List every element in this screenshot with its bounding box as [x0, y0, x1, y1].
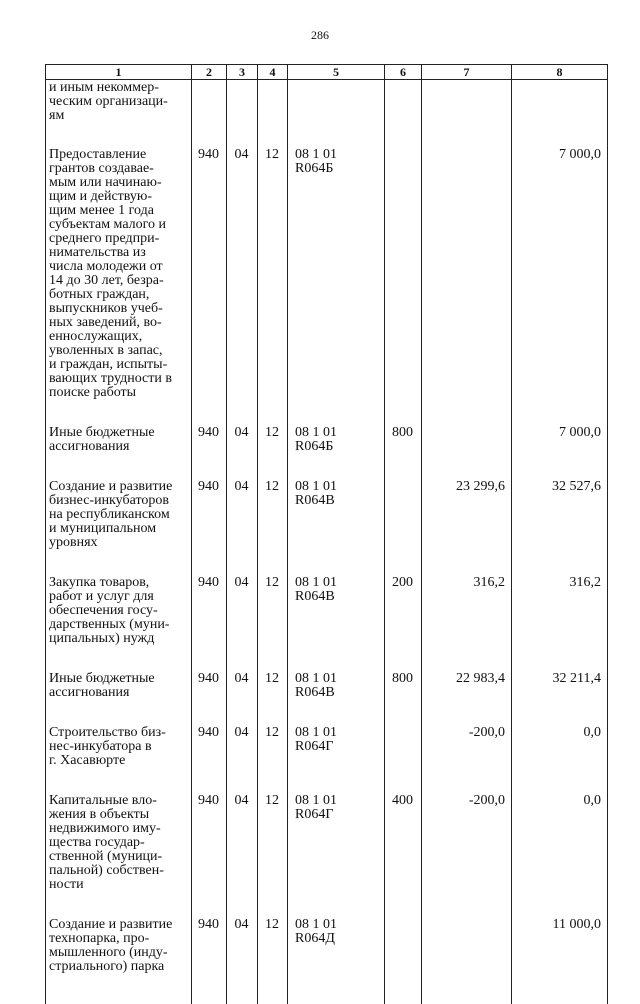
column-header-6: 6 [385, 65, 422, 80]
name-line: на республиканском [49, 508, 187, 522]
cell-c3: 04 [227, 672, 258, 726]
table-row [46, 148, 608, 426]
name-line: Закупка товаров, [49, 576, 187, 590]
cell-c2: 940 [192, 726, 227, 794]
code-line: 08 1 01 [295, 148, 380, 162]
column-header-4: 4 [258, 65, 288, 80]
name-line: Создание и развитие [49, 480, 187, 494]
name-line: мым или начинаю- [49, 176, 187, 190]
name-line: и граждан, испыты- [49, 358, 187, 372]
name-line: обеспечения госу- [49, 604, 187, 618]
cell-name [46, 148, 192, 426]
cell-c8: 7 000,0 [512, 148, 608, 426]
code-line: R064В [295, 590, 380, 604]
name-line: ности [49, 878, 187, 892]
name-line: недвижимого иму- [49, 822, 187, 836]
name-line: ственной (муници- [49, 850, 187, 864]
cell-c8: 32 211,4 [512, 672, 608, 726]
table-row [46, 480, 608, 576]
cell-c6: 800 [385, 672, 422, 726]
column-header-8: 8 [512, 65, 608, 80]
cell-name [46, 726, 192, 794]
cell-c6 [385, 80, 422, 149]
code-line: 08 1 01 [295, 480, 380, 494]
cell-c2: 940 [192, 794, 227, 918]
code-line: 08 1 01 [295, 672, 380, 686]
cell-c5 [288, 726, 385, 794]
code-line: R064Г [295, 740, 380, 754]
name-line: уволенных в запас, [49, 344, 187, 358]
name-line: г. Хасавюрте [49, 754, 187, 768]
header-row [46, 65, 608, 80]
name-line: и муниципальном [49, 522, 187, 536]
cell-name [46, 480, 192, 576]
column-header-3: 3 [227, 65, 258, 80]
name-line: ципальных) нужд [49, 632, 187, 646]
name-line: Иные бюджетные [49, 426, 187, 440]
cell-name [46, 426, 192, 480]
cell-c5 [288, 918, 385, 1004]
name-line: выпускников учеб- [49, 302, 187, 316]
cell-c3: 04 [227, 726, 258, 794]
cell-c8: 0,0 [512, 726, 608, 794]
cell-name [46, 80, 192, 149]
table-row [46, 918, 608, 1004]
cell-c5 [288, 794, 385, 918]
column-header-7: 7 [422, 65, 512, 80]
cell-c5 [288, 148, 385, 426]
cell-c8: 7 000,0 [512, 426, 608, 480]
cell-c2: 940 [192, 480, 227, 576]
cell-c4: 12 [258, 576, 288, 672]
name-line: 14 до 30 лет, безра- [49, 274, 187, 288]
cell-c5 [288, 480, 385, 576]
cell-name [46, 576, 192, 672]
cell-c3: 04 [227, 794, 258, 918]
name-line: Создание и развитие [49, 918, 187, 932]
cell-c8 [512, 80, 608, 149]
name-line: поиске работы [49, 386, 187, 400]
name-line: технопарка, про- [49, 932, 187, 946]
name-line: ям [49, 109, 187, 123]
cell-name [46, 672, 192, 726]
cell-c3: 04 [227, 918, 258, 1004]
column-header-5: 5 [288, 65, 385, 80]
cell-c2: 940 [192, 148, 227, 426]
cell-c8: 316,2 [512, 576, 608, 672]
cell-c7: -200,0 [422, 794, 512, 918]
cell-c4: 12 [258, 918, 288, 1004]
code-line: 08 1 01 [295, 726, 380, 740]
name-line: щим менее 1 года [49, 204, 187, 218]
cell-c5 [288, 80, 385, 149]
table-row [46, 576, 608, 672]
cell-c5 [288, 672, 385, 726]
cell-c6 [385, 918, 422, 1004]
cell-c7: 23 299,6 [422, 480, 512, 576]
column-header-2: 2 [192, 65, 227, 80]
code-line: R064В [295, 494, 380, 508]
cell-c6 [385, 480, 422, 576]
column-header-1: 1 [46, 65, 192, 80]
cell-c6 [385, 726, 422, 794]
cell-c8: 0,0 [512, 794, 608, 918]
cell-c2: 940 [192, 576, 227, 672]
name-line: нимательства из [49, 246, 187, 260]
name-line: грантов создавае- [49, 162, 187, 176]
cell-c2: 940 [192, 918, 227, 1004]
cell-c7 [422, 148, 512, 426]
code-line: 08 1 01 [295, 794, 380, 808]
cell-c3: 04 [227, 148, 258, 426]
code-line: 08 1 01 [295, 576, 380, 590]
code-line: R064Д [295, 932, 380, 946]
cell-c7: -200,0 [422, 726, 512, 794]
name-line: стриального) парка [49, 960, 187, 974]
table-row [46, 426, 608, 480]
cell-c7 [422, 426, 512, 480]
cell-c6: 400 [385, 794, 422, 918]
cell-c7: 22 983,4 [422, 672, 512, 726]
code-line: R064Б [295, 162, 380, 176]
name-line: субъектам малого и [49, 218, 187, 232]
name-line: щества государ- [49, 836, 187, 850]
cell-name [46, 918, 192, 1004]
name-line: ботных граждан, [49, 288, 187, 302]
name-line: пальной) собствен- [49, 864, 187, 878]
cell-c2: 940 [192, 426, 227, 480]
name-line: бизнес-инкубаторов [49, 494, 187, 508]
code-line: R064Б [295, 440, 380, 454]
cell-c4 [258, 80, 288, 149]
cell-c5 [288, 426, 385, 480]
cell-c4: 12 [258, 426, 288, 480]
table-row [46, 672, 608, 726]
cell-c7 [422, 918, 512, 1004]
cell-c4: 12 [258, 148, 288, 426]
name-line: Предоставление [49, 148, 187, 162]
name-line: нес-инкубатора в [49, 740, 187, 754]
code-line: 08 1 01 [295, 918, 380, 932]
name-line: мышленного (инду- [49, 946, 187, 960]
cell-c8: 32 527,6 [512, 480, 608, 576]
cell-c3: 04 [227, 576, 258, 672]
name-line: ассигнования [49, 686, 187, 700]
table-row [46, 726, 608, 794]
cell-c7 [422, 80, 512, 149]
cell-c6: 800 [385, 426, 422, 480]
cell-c3: 04 [227, 426, 258, 480]
name-line: Строительство биз- [49, 726, 187, 740]
cell-c3: 04 [227, 480, 258, 576]
cell-c6: 200 [385, 576, 422, 672]
name-line: щим и действую- [49, 190, 187, 204]
table-body [46, 80, 608, 1004]
name-line: еннослужащих, [49, 330, 187, 344]
cell-c2: 940 [192, 672, 227, 726]
cell-c8: 11 000,0 [512, 918, 608, 1004]
cell-c4: 12 [258, 480, 288, 576]
cell-c5 [288, 576, 385, 672]
name-line: среднего предпри- [49, 232, 187, 246]
cell-c7: 316,2 [422, 576, 512, 672]
cell-c6 [385, 148, 422, 426]
budget-table [45, 64, 608, 1004]
name-line: работ и услуг для [49, 590, 187, 604]
table-row [46, 80, 608, 149]
cell-c4: 12 [258, 672, 288, 726]
name-line: ческим организаци- [49, 95, 187, 109]
name-line: вающих трудности в [49, 372, 187, 386]
cell-c3 [227, 80, 258, 149]
table-row [46, 794, 608, 918]
name-line: жения в объекты [49, 808, 187, 822]
cell-c2 [192, 80, 227, 149]
name-line: и иным некоммер- [49, 81, 187, 95]
code-line: R064В [295, 686, 380, 700]
page-number: 286 [0, 28, 640, 43]
name-line: дарственных (муни- [49, 618, 187, 632]
cell-c4: 12 [258, 794, 288, 918]
cell-c4: 12 [258, 726, 288, 794]
name-line: Капитальные вло- [49, 794, 187, 808]
name-line: ассигнования [49, 440, 187, 454]
code-line: 08 1 01 [295, 426, 380, 440]
name-line: уровнях [49, 536, 187, 550]
name-line: Иные бюджетные [49, 672, 187, 686]
code-line: R064Г [295, 808, 380, 822]
cell-name [46, 794, 192, 918]
name-line: числа молодежи от [49, 260, 187, 274]
name-line: ных заведений, во- [49, 316, 187, 330]
